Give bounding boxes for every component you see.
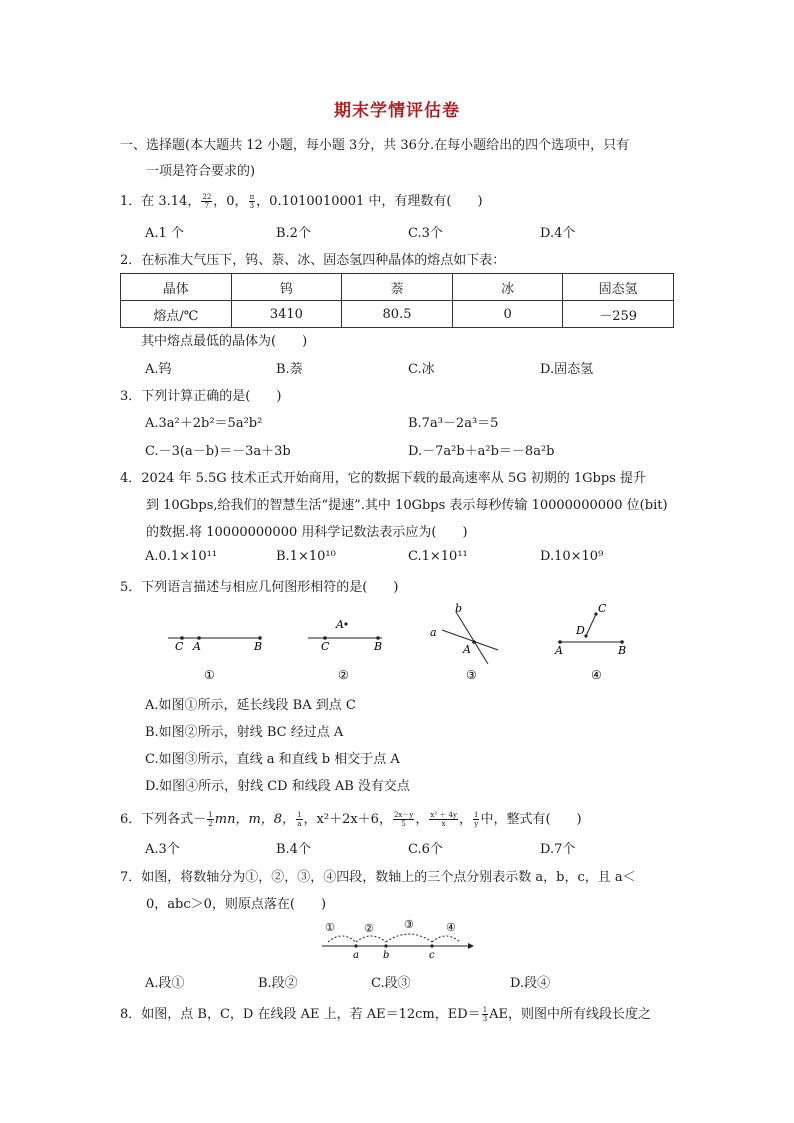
page-title: 期末学情评估卷 bbox=[334, 101, 460, 121]
q4-option-c: C.1×10¹¹ bbox=[408, 549, 468, 564]
question-2: 2．在标准大气压下，钨、萘、冰、固态氢四种晶体的熔点如下表： bbox=[120, 253, 506, 268]
fraction: $\frac{2x-y}{5}$ bbox=[393, 811, 414, 828]
segment-3-label: ③ bbox=[404, 918, 414, 931]
melting-point-table bbox=[120, 273, 674, 328]
q2-option-b: B.萘 bbox=[276, 362, 303, 377]
segment-4-label: ④ bbox=[446, 921, 456, 934]
q4-option-a: A.0.1×10¹¹ bbox=[145, 549, 218, 564]
q4-option-d: D.10×10⁹ bbox=[540, 549, 604, 564]
fig1-label-b: B bbox=[254, 640, 263, 653]
q6-option-a: A.3个 bbox=[145, 842, 180, 857]
q5-option-b: B.如图②所示，射线 BC 经过点 A bbox=[145, 725, 344, 740]
question-7-line2: 0，abc＞0，则原点落在( ) bbox=[146, 897, 327, 912]
figure-2 bbox=[308, 618, 382, 682]
question-1: 1．在 3.14， $\frac{22}{7}$ ，0， $\frac{\pi}{3}$ ，0.1010010001 中，有理数有( ) bbox=[120, 193, 483, 210]
question-5: 5．下列语言描述与相应几何图形相符的是( ) bbox=[120, 580, 399, 595]
fig1-number: ① bbox=[204, 668, 215, 682]
fig1-label-c: C bbox=[175, 640, 184, 653]
q2-option-c: C.冰 bbox=[408, 362, 435, 377]
q2-option-d: D.固态氢 bbox=[540, 362, 594, 377]
q6-option-c: C.6个 bbox=[408, 842, 443, 857]
fig3-number: ③ bbox=[466, 668, 477, 682]
fig3-label-b: b bbox=[455, 602, 463, 615]
q4-option-b: B.1×10¹⁰ bbox=[276, 549, 336, 564]
question-6: 6．下列各式－ $\frac{1}{2}$ mn，m，8， $\frac{1}{a}$ ，x²＋2x＋6， $\frac{2x-y}{5}$ ， $\frac{\text{x² ＋ 4y}}{x}$ ， $\frac{1}{y}$ 中，整式有( ) bbox=[120, 811, 582, 828]
q7-option-b: B.段② bbox=[258, 976, 298, 991]
figure-3 bbox=[430, 602, 498, 682]
q5-option-d: D.如图④所示，射线 CD 和线段 AB 没有交点 bbox=[145, 779, 410, 794]
section-heading-line2: 一项是符合要求的) bbox=[146, 164, 256, 179]
fig1-label-a: A bbox=[193, 640, 201, 653]
geometry-figures bbox=[150, 598, 650, 688]
q1-option-d: D.4个 bbox=[540, 226, 576, 241]
q1-option-c: C.3个 bbox=[408, 226, 443, 241]
figure-1 bbox=[168, 636, 262, 682]
fraction: $\frac{22}{7}$ bbox=[202, 193, 212, 210]
question-8: 8．如图，点 B，C，D 在线段 AE 上，若 AE＝12cm，ED＝ $\frac{1}{3}$ AE，则图中所有线段长度之 bbox=[120, 1006, 652, 1023]
fig2-label-a: A bbox=[336, 618, 344, 631]
fig4-label-a: A bbox=[555, 644, 563, 657]
fig2-label-b: B bbox=[374, 640, 383, 653]
segment-2-label: ② bbox=[364, 922, 374, 935]
fig4-number: ④ bbox=[591, 668, 602, 682]
fig2-label-c: C bbox=[321, 640, 330, 653]
question-4-line3: 的数据.将 10000000000 用科学记数法表示应为( ) bbox=[146, 525, 468, 540]
fig4-label-c: C bbox=[598, 602, 607, 615]
q7-option-a: A.段① bbox=[145, 976, 185, 991]
fig3-label-a-point: A bbox=[463, 643, 471, 656]
point-c-label: c bbox=[429, 950, 435, 961]
table-row: 熔点/℃ 3410 80.5 0 －259 bbox=[121, 301, 674, 328]
q7-option-c: C.段③ bbox=[371, 976, 411, 991]
q5-option-c: C.如图③所示，直线 a 和直线 b 相交于点 A bbox=[145, 752, 400, 767]
fig2-number: ② bbox=[338, 668, 349, 682]
fraction: $\frac{\pi}{3}$ bbox=[249, 193, 255, 210]
q7-option-d: D.段④ bbox=[510, 976, 551, 991]
question-3: 3．下列计算正确的是( ) bbox=[120, 389, 282, 404]
question-7-line1: 7．如图，将数轴分为①，②，③，④四段，数轴上的三个点分别表示数 a，b，c，且 a＜ bbox=[120, 870, 636, 885]
section-heading-line1: 一、选择题(本大题共 12 小题，每小题 3分，共 36分.在每小题给出的四个选项中，只有 bbox=[120, 138, 630, 153]
fraction: $\frac{1}{y}$ bbox=[473, 811, 479, 828]
table-row: 晶体 钨 萘 冰 固态氢 bbox=[121, 274, 674, 301]
segment-1-label: ① bbox=[325, 921, 335, 934]
question-4-line2: 到 10Gbps,给我们的智慧生活“提速”.其中 10Gbps 表示每秒传输 10000000000 位(bit) bbox=[146, 498, 668, 513]
q1-option-b: B.2个 bbox=[276, 226, 311, 241]
fraction: $\frac{\text{x² ＋ 4y}}{x}$ bbox=[430, 811, 457, 828]
question-4-line1: 4．2024 年 5.5G 技术正式开始商用，它的数据下载的最高速率从 5G 初期的 1Gbps 提升 bbox=[120, 471, 646, 486]
fraction: $\frac{1}{2}$ bbox=[208, 811, 213, 828]
q6-option-b: B.4个 bbox=[276, 842, 311, 857]
q6-option-d: D.7个 bbox=[540, 842, 576, 857]
figure-4 bbox=[554, 602, 626, 682]
fraction: $\frac{1}{3}$ bbox=[482, 1006, 488, 1023]
q2-option-a: A.钨 bbox=[145, 362, 172, 377]
point-b-label: b bbox=[383, 950, 390, 961]
fig4-label-b: B bbox=[618, 644, 627, 657]
q3-option-d: D.－7a²b＋a²b＝－8a²b bbox=[408, 444, 555, 459]
q3-option-c: C.－3(a－b)＝－3a＋3b bbox=[145, 444, 291, 459]
q1-option-a: A.1 个 bbox=[145, 226, 184, 241]
point-a-label: a bbox=[353, 950, 359, 961]
q3-option-b: B.7a³－2a³＝5 bbox=[408, 416, 499, 431]
fig3-label-a-line: a bbox=[430, 626, 437, 639]
q2-after-text: 其中熔点最低的晶体为( ) bbox=[141, 334, 308, 349]
number-line-figure bbox=[318, 918, 478, 962]
fraction: $\frac{1}{a}$ bbox=[297, 811, 302, 828]
fig4-label-d: D bbox=[576, 624, 585, 637]
q3-option-a: A.3a²＋2b²＝5a²b² bbox=[145, 416, 263, 431]
q5-option-a: A.如图①所示，延长线段 BA 到点 C bbox=[145, 698, 356, 713]
